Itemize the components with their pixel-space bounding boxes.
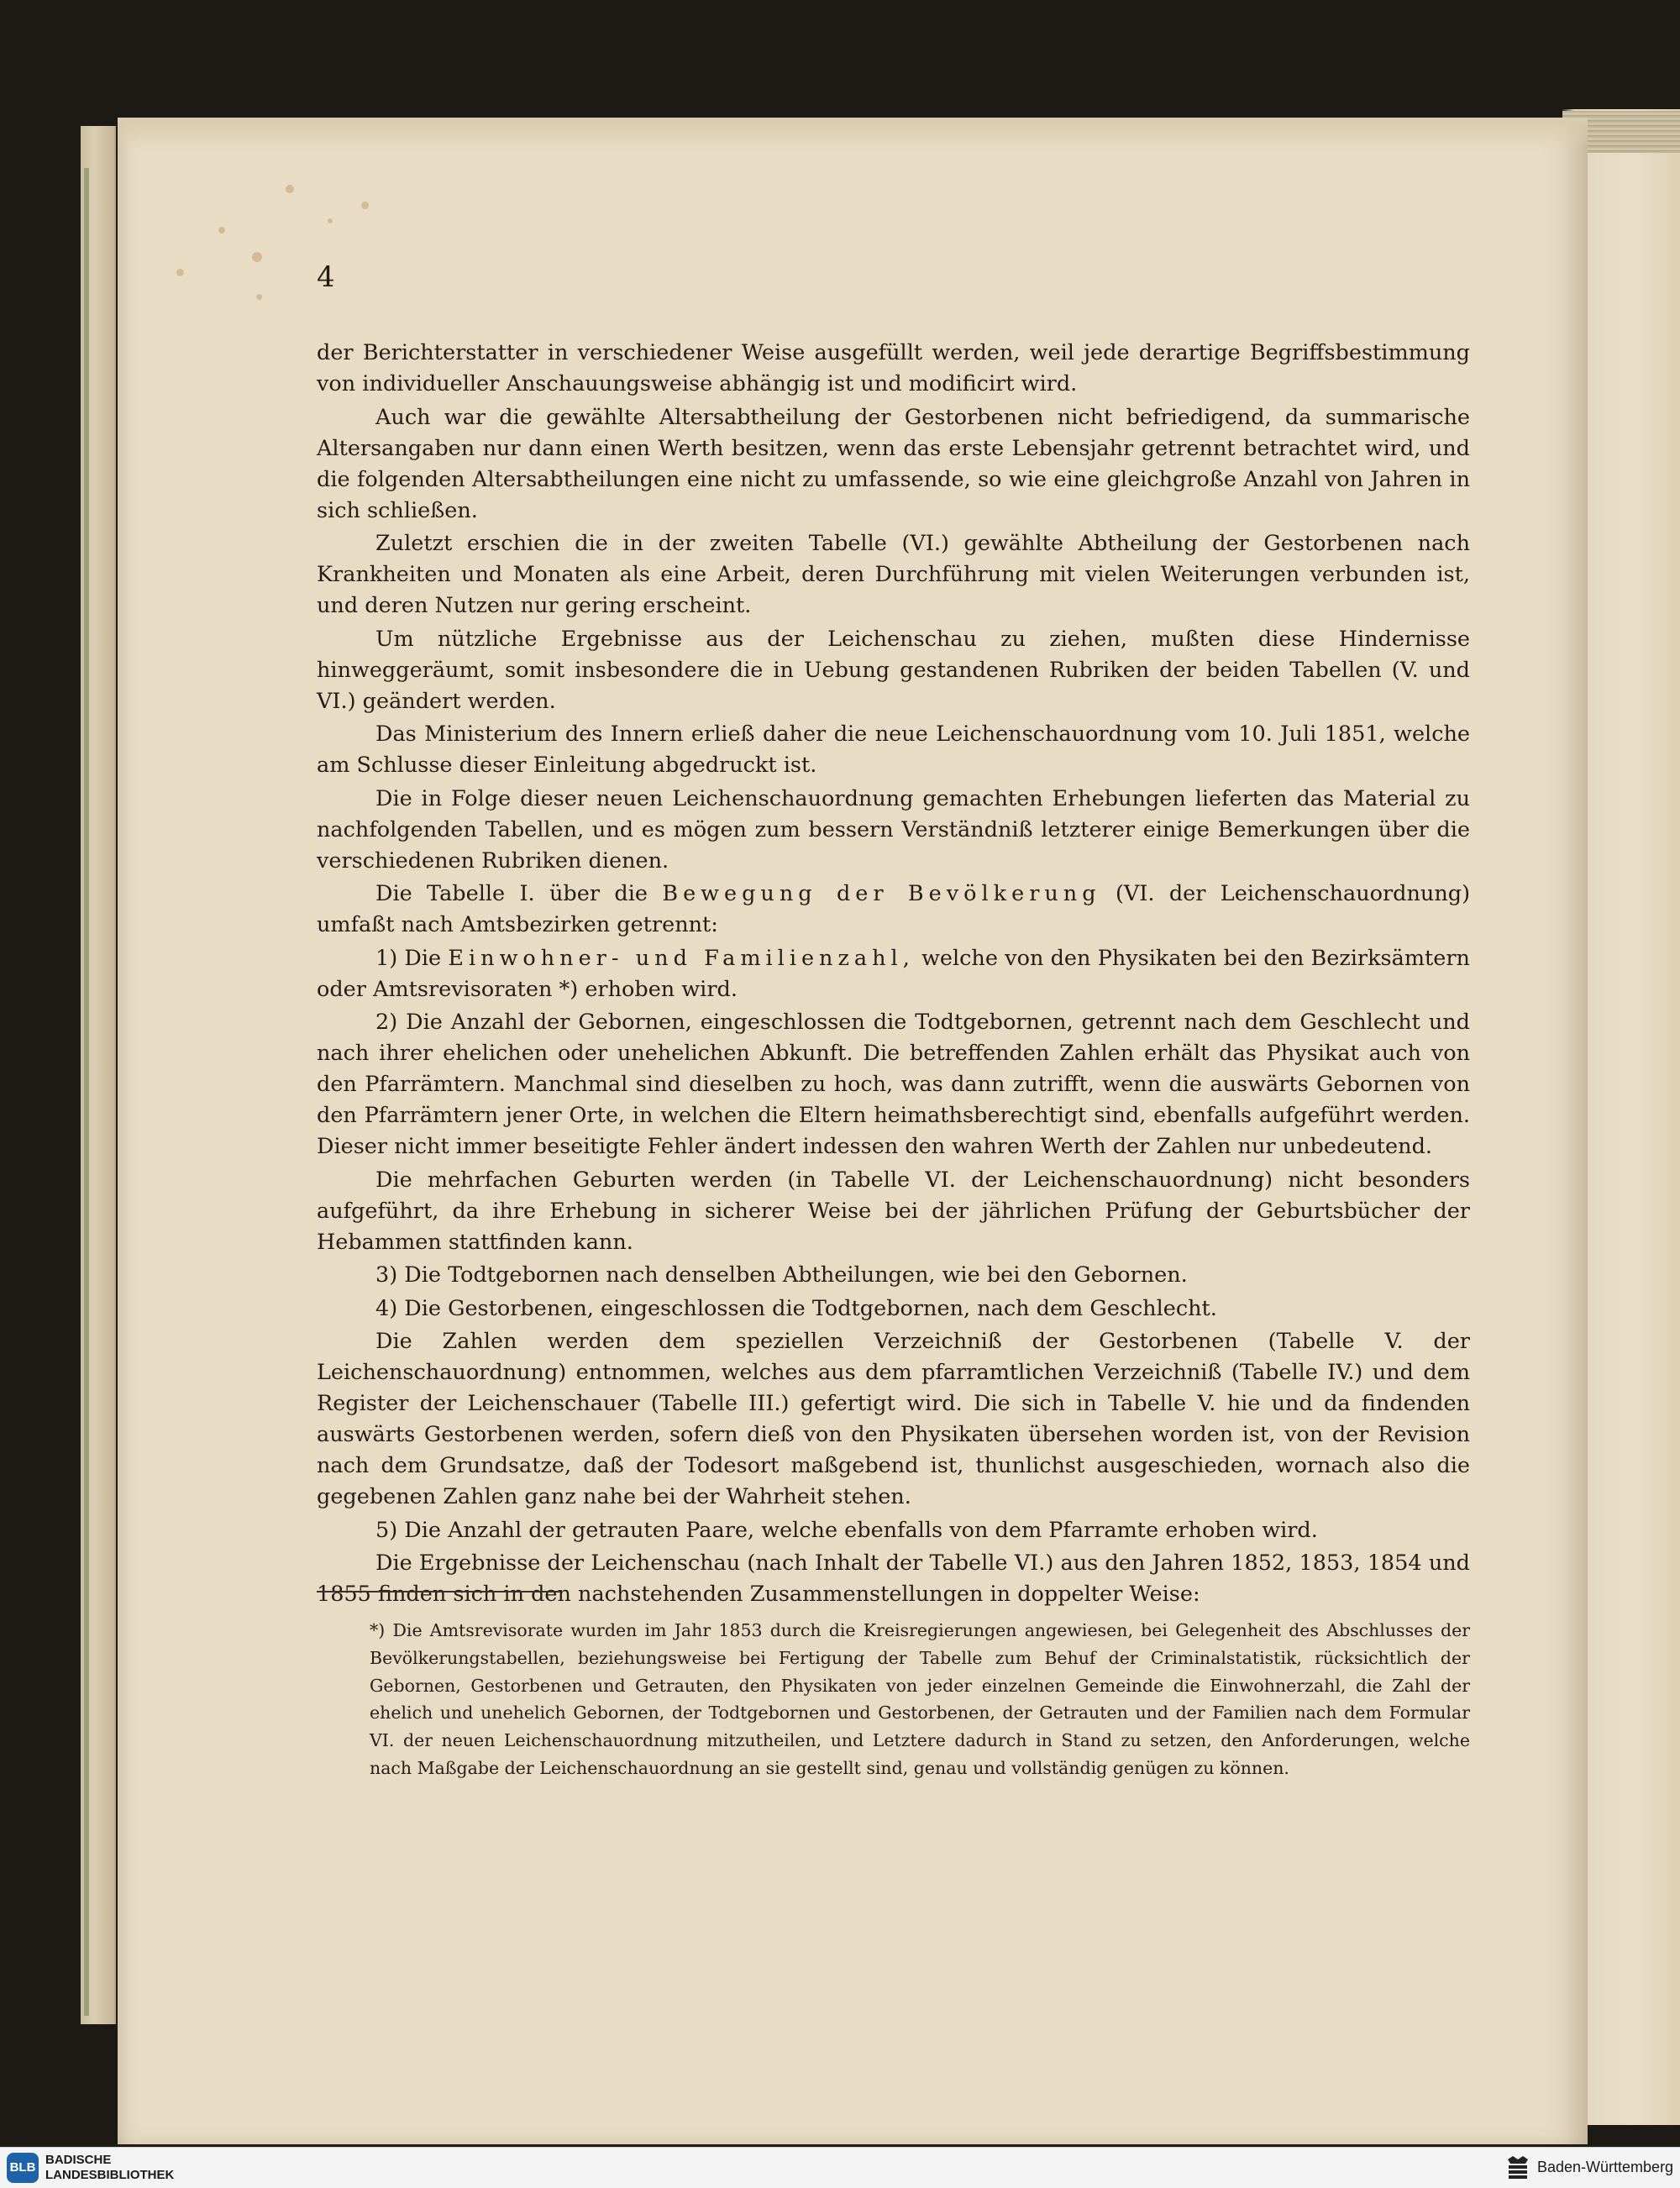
paragraph: 3) Die Todtgebornen nach denselben Abtheilungen, wie bei den Gebornen. xyxy=(375,1262,1188,1288)
paragraph: Die Ergebnisse der Leichenschau (nach Inhalt der Tabelle VI.) aus den Jahren 1852, 1853, 1854 und 1855 finden sich in den nachstehenden Zusammenstellungen in doppelter Weise: xyxy=(317,1550,1470,1607)
blb-logo-icon[interactable]: BLB xyxy=(7,2153,39,2183)
text-run: welche von den Physikaten bei den Bezirksämtern oder Amtsrevisoraten *) erhoben wird. xyxy=(317,945,1470,1002)
paragraph-table-one xyxy=(317,879,1470,941)
foxing-spot xyxy=(252,252,262,262)
footnote-divider xyxy=(317,1591,560,1592)
foxing-spot xyxy=(218,227,225,233)
paragraph: Die Zahlen werden dem speziellen Verzeichniß der Gestorbenen (Tabelle V. der Leichenschauordnung) entnommen, welches aus dem pfarramtlichen Verzeichniß (Tabelle IV.) und dem Register der Leichenschauer (Tabelle III.) gefertigt wird. Die sich in Tabelle V. hie und da findenden auswärts Gestorbenen werden, sofern dieß von den Physikaten übersehen worden ist, von der Revision nach dem Grundsatze, daß der Todesort maßgebend ist, thunlichst ausgeschieden, wornach also die gegebenen Zahlen ganz nahe bei der Wahrheit stehen. xyxy=(317,1329,1470,1509)
paragraph: Auch war die gewählte Altersabtheilung der Gestorbenen nicht befriedigend, da summarische Altersangaben nur dann einen Werth besitzen, wenn das erste Lebensjahr getrennt betrachtet wird, und die folgenden Altersabtheilungen eine nicht zu umfassende, so wie eine gleichgroße Anzahl von Jahren in sich schließen. xyxy=(317,404,1470,523)
cover-edge xyxy=(84,168,89,2016)
foxing-spot xyxy=(328,218,333,223)
viewer-footer xyxy=(0,2147,1680,2188)
paragraph: 5) Die Anzahl der getrauten Paare, welche ebenfalls von dem Pfarramte erhoben wird. xyxy=(375,1517,1318,1543)
text-run: 1) Die xyxy=(375,945,442,971)
foxing-spot xyxy=(256,294,262,300)
foxing-spot xyxy=(286,185,294,193)
spaced-heading: Einwohner- und Familienzahl, xyxy=(448,945,915,971)
blb-name xyxy=(45,2153,174,2183)
text-run: (VI. der Leichenschauordnung) umfaßt nach Amtsbezirken getrennt: xyxy=(317,881,1471,937)
baden-wuerttemberg-label[interactable]: Baden-Württemberg xyxy=(1537,2159,1674,2175)
footnote: *) Die Amtsrevisorate wurden im Jahr 1853 durch die Kreisregierungen angewiesen, bei Gelegenheit des Abschlusses der Bevölkerungstabellen, beziehungsweise bei Fertigung der Tabelle zum Behuf der Criminalstatistik, rücksichtlich der Gebornen, Gestorbenen und Getrauten, den Physikaten von jeder einzelnen Gemeinde die Einwohnerzahl, die Zahl der ehelich und unehelich Gebornen, der Todtgebornen und Gestorbenen, der Getrauten und der Familien nach dem Formular VI. der neuen Leichenschauordnung mitzutheilen, und Letztere dadurch in Stand zu setzen, den Anforderungen, welche nach Maßgabe der Leichenschauordnung an sie gestellt sind, genau und vollständig genügen zu können. xyxy=(370,1620,1470,1778)
page-number: 4 xyxy=(317,260,335,294)
paragraph: Um nützliche Ergebnisse aus der Leichenschau zu ziehen, mußten diese Hindernisse hinweggeräumt, somit insbesondere die in Uebung gestandenen Rubriken der beiden Tabellen (V. und VI.) geändert werden. xyxy=(317,626,1470,714)
foxing-spot xyxy=(361,202,369,209)
paragraph: Die in Folge dieser neuen Leichenschauordnung gemachten Erhebungen lieferten das Material zu nachfolgenden Tabellen, und es mögen zum bessern Verständniß letzterer einige Bemerkungen über die verschiedenen Rubriken dienen. xyxy=(317,785,1470,874)
blb-line-one: BADISCHE xyxy=(45,2153,112,2167)
paragraph-item-one xyxy=(317,943,1470,1005)
page-top-shadow xyxy=(118,118,1588,151)
foxing-spot xyxy=(176,269,184,276)
baden-wuerttemberg-crest-icon xyxy=(1505,2154,1530,2181)
paragraph: 2) Die Anzahl der Gebornen, eingeschlossen die Todtgebornen, getrennt nach dem Geschlecht und nach ihrer ehelichen oder unehelichen Abkunft. Die betreffenden Zahlen erhält das Physikat auch von den Pfarrämtern. Manchmal sind dieselben zu hoch, was dann zutrifft, wenn die auswärts Gebornen von den Pfarrämtern jener Orte, in welchen die Eltern heimathsberechtigt sind, ebenfalls aufgeführt werden. Dieser nicht immer beseitigte Fehler ändert indessen den wahren Werth der Zahlen nur unbedeutend. xyxy=(317,1010,1470,1159)
spaced-heading: Bewegung der Bevölkerung xyxy=(662,881,1101,906)
blb-line-two: LANDESBIBLIOTHEK xyxy=(45,2168,175,2182)
paragraph: Die mehrfachen Geburten werden (in Tabelle VI. der Leichenschauordnung) nicht besonders aufgeführt, da ihre Erhebung in sicherer Weise bei der jährlichen Prüfung der Geburtsbücher der Hebammen stattfinden kann. xyxy=(317,1167,1470,1255)
paragraph: Das Ministerium des Innern erließ daher die neue Leichenschauordnung vom 10. Juli 1851, welche am Schlusse dieser Einleitung abgedruckt ist. xyxy=(317,721,1470,778)
paragraph: 4) Die Gestorbenen, eingeschlossen die Todtgebornen, nach dem Geschlecht. xyxy=(375,1295,1217,1321)
paragraph: der Berichterstatter in verschiedener Weise ausgefüllt werden, weil jede derartige Begriffsbestimmung von individueller Anschauungsweise abhängig ist und modificirt wird. xyxy=(317,340,1470,396)
paragraph: Zuletzt erschien die in der zweiten Tabelle (VI.) gewählte Abtheilung der Gestorbenen nach Krankheiten und Monaten als eine Arbeit, deren Durchführung mit vielen Weiterungen verbunden ist, und deren Nutzen nur gering erscheint. xyxy=(317,531,1470,618)
text-run: Die Tabelle I. über die xyxy=(375,881,648,906)
main-text xyxy=(317,338,1470,1613)
